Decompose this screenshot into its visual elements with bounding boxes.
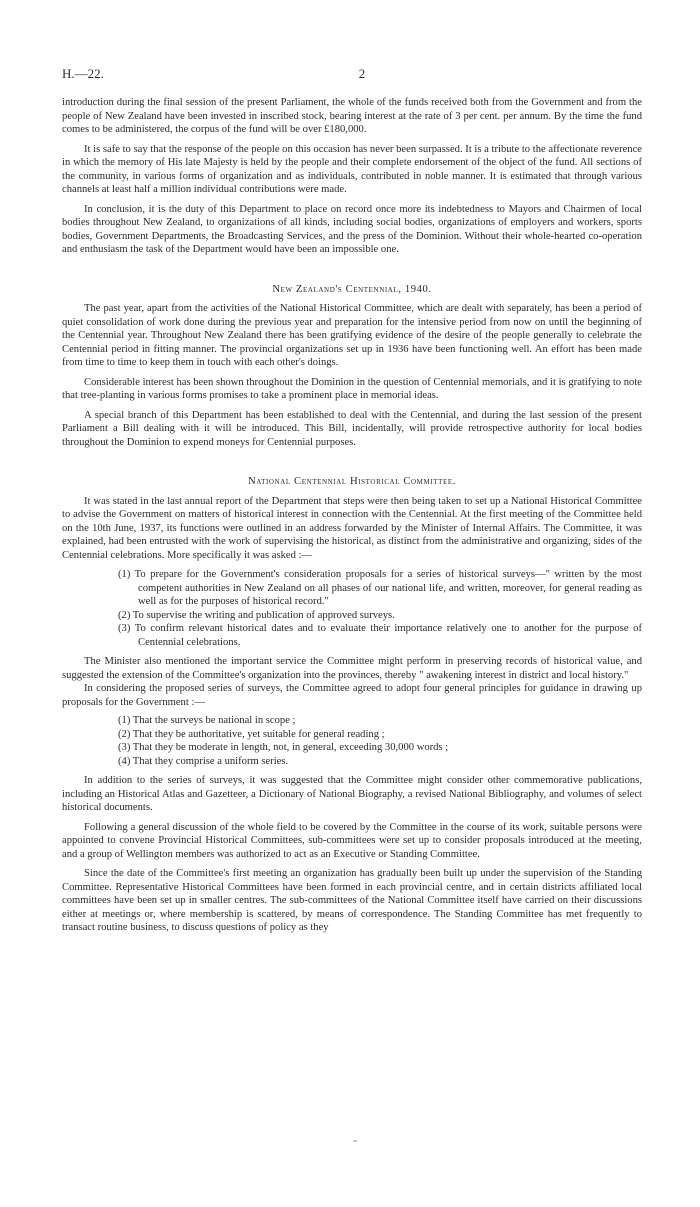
list-item: (3) That they be moderate in length, not, in general, exceeding 30,000 words ; [118, 742, 449, 753]
principles-paragraph: In considering the proposed series of surveys, the Committee agreed to adopt four general principles for guidance in drawing up proposals for the Government :— [62, 683, 642, 708]
section-heading-centennial: New Zealand's Centennial, 1940. [272, 283, 432, 295]
list-item: (1) To prepare for the Government's consideration proposals for a series of historical surveys—" written by the most competent authorities in New Zealand on all phases of our national life, and written, moreover, for general reading as well as for the purposes of historical record." [118, 569, 642, 607]
following-paragraph: Following a general discussion of the whole field to be covered by the Committee in the course of its work, suitable persons were appointed to convene Provincial Historical Committees, sub-committees were set up to consider proposals introduced at the meeting, and a group of Wellington members was authorized to act as an Executive or Standing Committee. [62, 821, 642, 860]
list-item: (1) That the surveys be national in scope ; [118, 715, 296, 726]
minister-paragraph: The Minister also mentioned the important service the Committee might perform in preserving records of historical value, and suggested the extension of the Committee's organization into the provinces, thereby " awakening interest in district and local history." [62, 656, 642, 681]
intro-paragraph-3: In conclusion, it is the duty of this Department to place on record once more its indebtedness to Mayors and Chairmen of local bodies throughout New Zealand, to organizations of all kinds, including social bodies, organizations of employers and workers, sports bodies, Government Departments, the Broadcasting Services, and the press of the Dominion. Without their whole-hearted co-operation and enthusiasm the task of the Department would have been an impossible one. [62, 203, 642, 255]
page-number: 2 [358, 66, 366, 81]
page-header [62, 66, 638, 86]
list-item: (2) To supervise the writing and publication of approved surveys. [118, 609, 395, 621]
intro-paragraph-2: It is safe to say that the response of the people on this occasion has never been surpassed. It is a tribute to the affectionate reverence in which the memory of His late Majesty is held by the people and their complete endorsement of the object of the fund. All sections of the community, in various forms of organization and as individuals, contributed in noble manner. It is estimated that through various channels at least half a million individual contributions were made. [62, 143, 642, 195]
centennial-paragraph-3: A special branch of this Department has been established to deal with the Centennial, and during the last session of the present Parliament a Bill dealing with it will be introduced. This Bill, incidentally, will provide retrospective authority for local bodies throughout the Dominion to expend moneys for Centennial purposes. [62, 409, 642, 448]
document-body [62, 96, 642, 935]
section-heading-historical-committee: National Centennial Historical Committee. [248, 476, 456, 487]
page-mark [353, 1140, 357, 1142]
list-item: (3) To confirm relevant historical dates and to evaluate their importance relatively one to another for the purpose of Centennial celebrations. [118, 623, 642, 648]
since-paragraph: Since the date of the Committee's first meeting an organization has gradually been built up under the supervision of the Standing Committee. Representative Historical Committees have been formed in each provincial centre, and in certain districts affiliated local committees have been set up in smaller centres. The sub-committees of the National Committee itself have carried on their discussions either at meetings or, where membership is scattered, by means of correspondence. The Standing Committee has met frequently to transact routine business, to discuss questions of policy as they [62, 868, 642, 933]
principles-list [62, 714, 642, 768]
centennial-paragraph-2: Considerable interest has been shown throughout the Dominion in the question of Centennial memorials, and it is gratifying to note that tree-planting in various forms promises to take a prominent place in memorial ideas. [62, 376, 642, 401]
addition-paragraph: In addition to the series of surveys, it was suggested that the Committee might consider other commemorative publications, including an Historical Atlas and Gazetteer, a Dictionary of National Biography, a revised National Bibliography, and volumes of select historical documents. [62, 775, 642, 813]
report-reference: H.—22. [62, 66, 104, 81]
centennial-paragraph-1: The past year, apart from the activities of the National Historical Committee, which are dealt with separately, has been a period of quiet consolidation of work done during the previous year and preparation for the intensive period from now on until the beginning of the Centennial year. Throughout New Zealand there has been gratifying evidence of the desire of the people generally to celebrate the Centennial period in fitting manner. The provincial organizations set up in 1936 have been functioning well. An effort has been made from time to time to keep them in touch with each other's doings. [62, 303, 642, 368]
intro-paragraph-1: introduction during the final session of the present Parliament, the whole of the funds received both from the Government and from the people of New Zealand have been invested in inscribed stock, bearing interest at the rate of 3 per cent. per annum. By the time the fund comes to be administered, the corpus of the fund will be over £180,000. [62, 97, 642, 135]
committee-intro-paragraph: It was stated in the last annual report of the Department that steps were then being taken to set up a National Historical Committee to advise the Government on matters of historical interest in connection with the Centennial. At the first meeting of the Committee held on the 10th June, 1937, its functions were outlined in an address forwarded by the Minister of Internal Affairs. The Committee, it was explained, had been entrusted with the work of supervising the historical, as distinct from the administrative and organizing, sides of the Centennial celebrations. More specifically it was asked :— [62, 495, 642, 561]
list-item: (4) That they comprise a uniform series. [118, 755, 289, 767]
functions-list [62, 568, 642, 649]
list-item: (2) That they be authoritative, yet suitable for general reading ; [118, 728, 385, 740]
